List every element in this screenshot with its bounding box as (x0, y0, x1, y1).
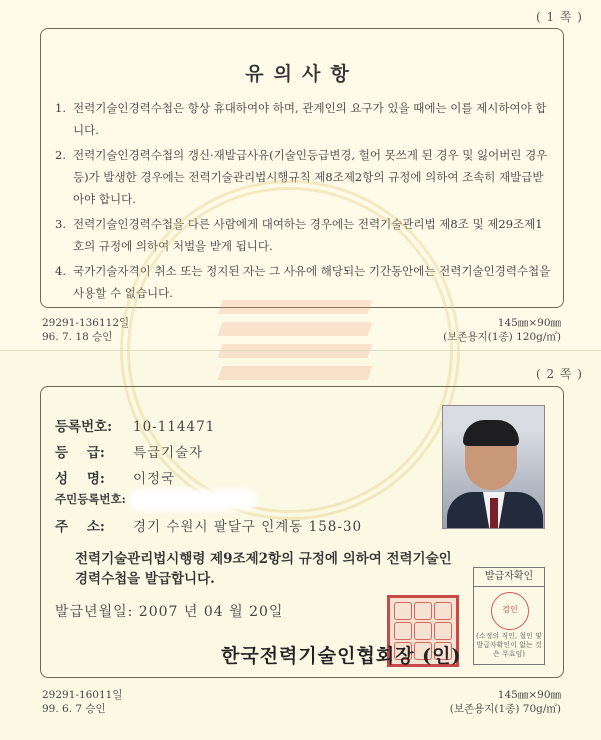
paper-spec (443, 316, 561, 344)
notice-item-number: 3. (55, 217, 66, 231)
notice-item (55, 144, 551, 210)
name-label: 성 명: (55, 471, 105, 487)
approval-date: 99. 6. 7 승인 (42, 703, 106, 715)
seal-mark: (인) (422, 645, 462, 667)
name-value: 이정국 (133, 471, 176, 487)
grade-row (55, 441, 203, 461)
issue-date-row (55, 601, 283, 621)
paper-size: 145㎜×90㎜ (497, 317, 561, 329)
grade-label: 등 급: (55, 445, 105, 461)
holder-photo (442, 405, 545, 529)
grade-value: 특급기술자 (133, 445, 204, 461)
confirmation-note: (소정의 직인, 철인 및 발급자확인이 없는 것은 무효임) (476, 632, 542, 658)
page-number: ( 2 쪽 ) (535, 367, 583, 381)
notice-item (55, 213, 551, 257)
certificate-box (40, 386, 564, 678)
notice-list (55, 97, 551, 307)
issue-date-label: 발급년월일: (55, 604, 134, 620)
page-1 (0, 0, 601, 350)
notice-item-number: 4. (55, 264, 66, 278)
issuer-confirmation-box (473, 567, 545, 665)
issuer-signature (221, 641, 462, 668)
issuer-confirmation-label: 발급자확인 (474, 568, 544, 587)
registration-number-row (55, 415, 215, 435)
resident-number-label: 주민등록번호: (55, 492, 126, 506)
address-row (55, 515, 362, 535)
notice-item (55, 97, 551, 141)
paper-type: (보존용지(1종) 120g/㎡) (443, 331, 561, 343)
notice-item-number: 2. (55, 148, 66, 162)
notice-item (55, 260, 551, 304)
approval-number: 29291-16011일 (42, 689, 123, 701)
approval-date: 96. 7. 18 승인 (42, 331, 113, 343)
notice-box (40, 28, 564, 308)
notice-title: 유의사항 (245, 63, 359, 85)
redacted-resident-number (133, 494, 253, 506)
approval-info (42, 316, 129, 344)
address-value: 경기 수원시 팔달구 인계동 158-30 (133, 519, 363, 535)
approval-number: 29291-136112일 (42, 317, 130, 329)
notice-item-number: 1. (55, 101, 66, 115)
resident-number-row (55, 491, 253, 507)
issuance-statement (75, 549, 495, 589)
paper-spec-2 (450, 688, 561, 716)
paper-size: 145㎜×90㎜ (497, 689, 561, 701)
notice-item-text: 전력기술인경력수첩의 갱신·재발급사유(기술인등급변경, 헐어 못쓰게 된 경우 및 잃어버린 경우 등)가 발생한 경우에는 전력기술관리법시행규칙 제8조제2항의 규정에 의하여 조속히 재발급받아야 합니다. (73, 148, 548, 206)
notice-item-text: 전력기술인경력수첩을 다른 사람에게 대여하는 경우에는 전력기술관리법 제8조 및 제29조제1호의 규정에 의하여 처벌을 받게 됩니다. (73, 217, 543, 253)
page-number: ( 1 쪽 ) (535, 10, 583, 24)
registration-number-value: 10-114471 (133, 419, 216, 435)
statement-line-2: 경력수첩을 발급합니다. (75, 571, 215, 587)
registration-number-label: 등록번호: (55, 419, 113, 435)
issuer-name: 한국전력기술인협회장 (221, 645, 415, 667)
approval-info-2 (42, 688, 123, 716)
confirmation-stamp: 검인 (491, 592, 529, 630)
name-row (55, 467, 175, 487)
issue-date-value: 2007 년 04 월 20일 (138, 604, 284, 620)
address-label: 주 소: (55, 519, 105, 535)
notice-item-text: 국가기술자격이 취소 또는 정지된 자는 그 사유에 해당되는 기간동안에는 전력기술인경력수첩을 사용할 수 없습니다. (73, 264, 551, 300)
notice-item-text: 전력기술인경력수첩은 항상 휴대하여야 하며, 관계인의 요구가 있을 때에는 이를 제시하여야 합니다. (73, 101, 547, 137)
paper-type: (보존용지(1종) 70g/㎡) (449, 703, 561, 715)
statement-line-1: 전력기술관리법시행령 제9조제2항의 규정에 의하여 전력기술인 (75, 551, 452, 567)
